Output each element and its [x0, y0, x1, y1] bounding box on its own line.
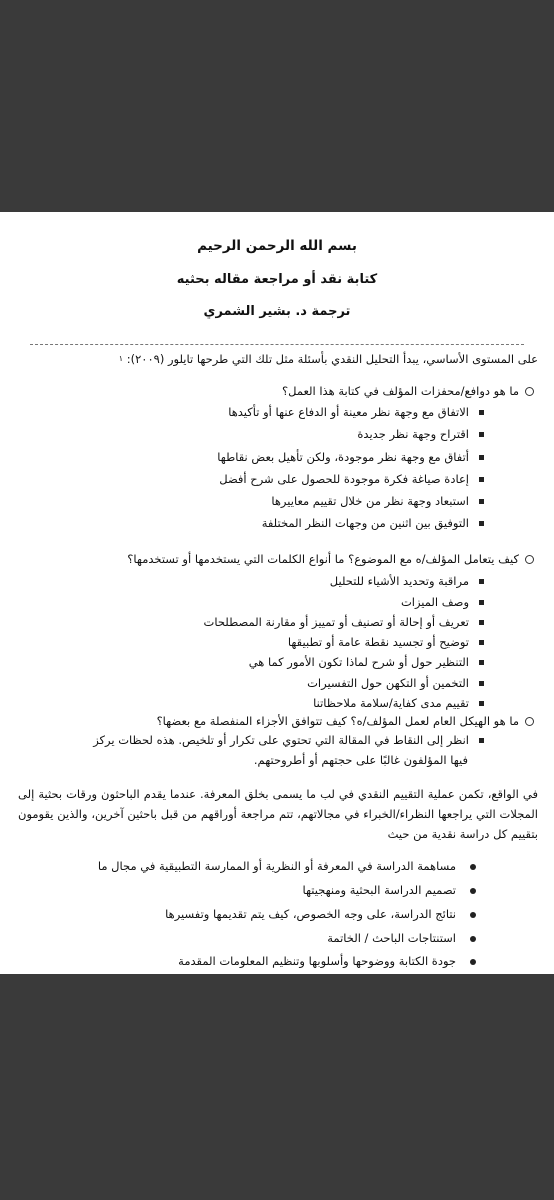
list-item — [204, 614, 484, 630]
question-2 — [127, 551, 534, 567]
list-item-text: تعريف أو إحالة أو تصنيف أو تمييز أو مقارنة المصطلحات — [203, 615, 469, 629]
bullet-dot-icon — [470, 912, 476, 918]
list-item — [330, 573, 484, 589]
list-item-text: الاتفاق مع وجهة نظر معينة أو الدفاع عنها أو تأكيدها — [228, 405, 469, 419]
square-bullet-icon — [479, 701, 484, 706]
criteria-item-text: استنتاجات الباحث / الخاتمة — [327, 931, 456, 945]
criteria-item-text: جودة الكتابة ووضوحها وأسلوبها وتنظيم المعلومات المقدمة — [178, 954, 456, 968]
criteria-item — [178, 953, 476, 969]
criteria-item — [165, 906, 476, 922]
document-page — [0, 212, 554, 974]
square-bullet-icon — [479, 600, 484, 605]
document-subtitle: كتابة نقد أو مراجعة مقاله بحثيه — [176, 272, 378, 287]
square-bullet-icon — [479, 738, 484, 743]
list-item — [288, 634, 484, 650]
list-item — [249, 654, 484, 670]
criteria-item — [98, 858, 476, 874]
footnote-mark: ١ — [118, 354, 124, 363]
square-bullet-icon — [479, 620, 484, 625]
question-3-text: ما هو الهيكل العام لعمل المؤلف/ه؟ كيف تتوافق الأجزاء المنفصلة مع بعضها؟ — [156, 714, 519, 728]
criteria-item — [302, 882, 476, 898]
list-item-text: إعادة صياغة فكرة موجودة للحصول على شرح أفضل — [219, 472, 469, 486]
question-1 — [282, 383, 534, 399]
square-bullet-icon — [479, 521, 484, 526]
intro-line — [119, 351, 538, 367]
list-item-text: توضيح أو تجسيد نقطة عامة أو تطبيقها — [287, 635, 469, 649]
list-item — [219, 471, 484, 487]
criteria-item-text: تصميم الدراسة البحثية ومنهجيتها — [302, 883, 456, 897]
translator-line: ترجمة د. بشير الشمري — [203, 304, 351, 319]
list-item — [262, 515, 484, 531]
bullet-dot-icon — [470, 864, 476, 870]
criteria-item-text: نتائج الدراسة، على وجه الخصوص، كيف يتم تقديمها وتفسيرها — [165, 907, 456, 921]
list-item-text: التوفيق بين اثنين من وجهات النظر المختلفة — [261, 516, 469, 530]
list-item — [307, 675, 484, 691]
list-item-text: فيها المؤلفون غالبًا على حجتهم أو أطروحتهم. — [253, 753, 468, 767]
bullet-dot-icon — [470, 936, 476, 942]
question-1-text: ما هو دوافع/محفزات المؤلف في كتابة هذا العمل؟ — [282, 384, 519, 398]
list-item — [228, 404, 484, 420]
separator-line — [30, 344, 524, 345]
square-bullet-icon — [479, 579, 484, 584]
question-2-text: كيف يتعامل المؤلف/ه مع الموضوع؟ ما أنواع الكلمات التي يستخدمها أو تستخدمها؟ — [127, 552, 519, 566]
square-bullet-icon — [479, 640, 484, 645]
question-3 — [157, 713, 534, 729]
criteria-item — [327, 930, 476, 946]
bullet-dot-icon — [470, 959, 476, 965]
square-bullet-icon — [479, 499, 484, 504]
list-item-text: مراقبة وتحديد الأشياء للتحليل — [329, 574, 469, 588]
square-bullet-icon — [479, 477, 484, 482]
list-item — [217, 449, 484, 465]
basmala-heading: بسم الله الرحمن الرحيم — [197, 238, 357, 254]
list-item-continuation — [254, 752, 468, 768]
list-item — [93, 732, 484, 748]
list-item-text: وصف الميزات — [400, 595, 469, 609]
square-bullet-icon — [479, 432, 484, 437]
square-bullet-icon — [479, 681, 484, 686]
square-bullet-icon — [479, 410, 484, 415]
intro-text: على المستوى الأساسي، يبدأ التحليل النقدي بأسئلة مثل تلك التي طرحها تايلور (٢٠٠٩): — [126, 352, 538, 366]
circle-bullet-icon — [525, 555, 534, 564]
bullet-dot-icon — [470, 888, 476, 894]
list-item-text: انظر إلى النقاط في المقالة التي تحتوي على تكرار أو تلخيص. هذه لحظات يركز — [93, 733, 469, 747]
circle-bullet-icon — [525, 717, 534, 726]
list-item — [357, 426, 484, 442]
list-item-text: تقييم مدى كفاية/سلامة ملاحظاتنا — [313, 696, 469, 710]
list-item-text: التنظير حول أو شرح لماذا تكون الأمور كما هي — [248, 655, 469, 669]
list-item-text: اقتراح وجهة نظر جديدة — [357, 427, 469, 441]
list-item — [401, 594, 484, 610]
list-item — [313, 695, 484, 711]
list-item — [271, 493, 484, 509]
square-bullet-icon — [479, 660, 484, 665]
criteria-item-text: مساهمة الدراسة في المعرفة أو النظرية أو الممارسة التطبيقية في مجال ما — [97, 859, 456, 873]
circle-bullet-icon — [525, 387, 534, 396]
list-item-text: أتفاق مع وجهة نظر موجودة، ولكن تأهيل بعض نقاطها — [217, 450, 469, 464]
list-item-text: استبعاد وجهة نظر من خلال تقييم معاييرها — [271, 494, 469, 508]
square-bullet-icon — [479, 455, 484, 460]
body-paragraph: في الواقع، تكمن عملية التقييم النقدي في لب ما يسمى بخلق المعرفة. عندما يقدم الباحثون ورقات بحثية إلى المجلات التي يراجعها النظراء/الخبراء في مجالاتهم، تتم مراجعة أوراقهم من قبل باحثين آخرين، والذين يقومون بتقييم كل دراسة نقدية من حيث — [18, 787, 538, 841]
list-item-text: التخمين أو التكهن حول التفسيرات — [307, 676, 469, 690]
